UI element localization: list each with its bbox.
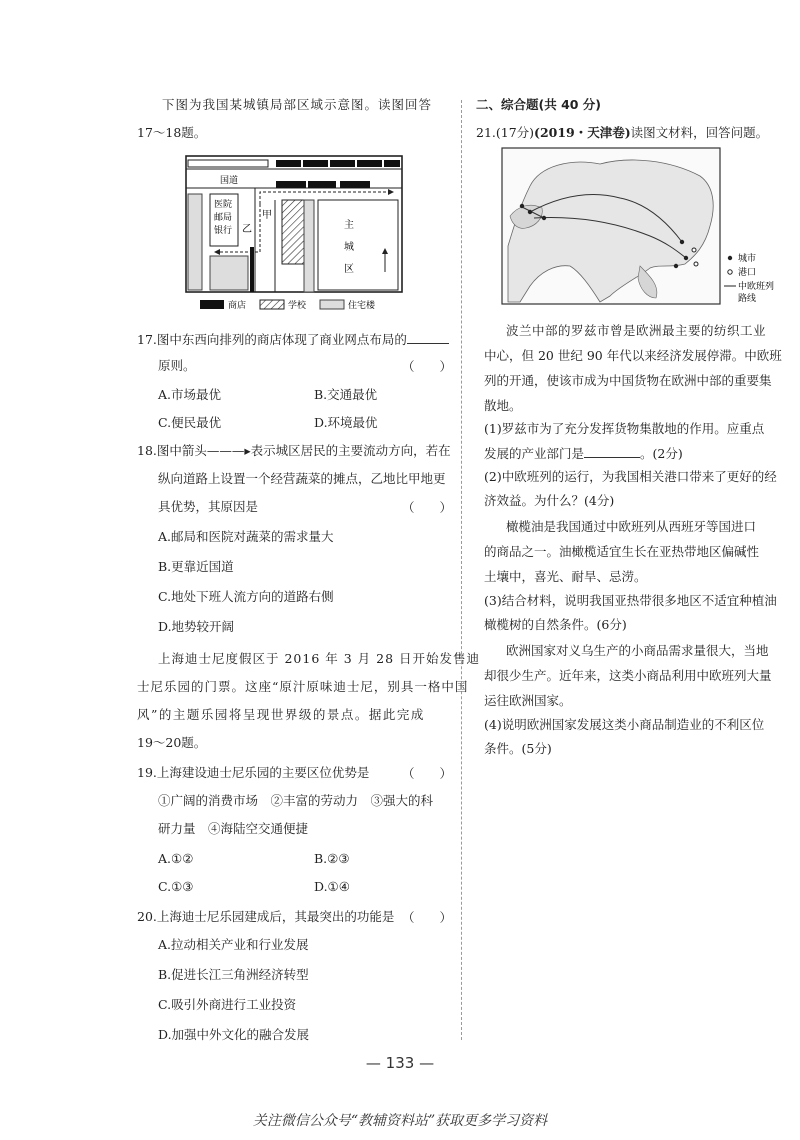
intro-17-18-line2: 17～18题。: [137, 125, 207, 140]
location-jia: 甲: [262, 210, 272, 221]
column-divider: [461, 100, 462, 1040]
q19-answer-paren[interactable]: （ ）: [402, 766, 453, 781]
shop-block: [308, 181, 336, 188]
q18-option-b: B.更靠近国道: [158, 559, 234, 574]
main-city-char: 区: [344, 264, 354, 275]
shop-block: [357, 160, 382, 167]
sub4-line1: (4)说明欧洲国家发展这类小商品制造业的不利区位: [484, 717, 765, 732]
main-city-box: [318, 200, 398, 290]
sub1-line1: (1)罗兹市为了充分发挥货物集散地的作用。应重点: [484, 421, 765, 436]
shop-block: [276, 181, 306, 188]
q18-stem-line3: 具优势，其原因是: [158, 499, 259, 514]
q20-option-b: B.促进长江三角洲经济转型: [158, 967, 309, 982]
material3-line1: 欧洲国家对义乌生产的小商品需求量很大，当地: [506, 643, 769, 658]
q18-stem-line2: 纵向道路上设置一个经营蔬菜的摊点，乙地比甲地更: [158, 471, 446, 486]
sub3-line1: (3)结合材料，说明我国亚热带很多地区不适宜种植油: [484, 593, 777, 608]
building-label: 医院: [214, 200, 233, 210]
footer-note: 关注微信公众号“教辅资料站”获取更多学习资料: [252, 1113, 548, 1129]
sub1-line2: 发展的产业部门是 。(2分): [484, 446, 683, 461]
legend-residential-swatch: [320, 300, 344, 309]
main-city-char: 主: [344, 220, 354, 231]
intro-19-20-line1: 上海迪士尼度假区于 2016 年 3 月 28 日开始发售迪: [158, 651, 481, 666]
q20-option-a: A.拉动相关产业和行业发展: [158, 937, 309, 952]
city-dot: [674, 264, 678, 268]
q21-heading: 21.(17分)(2019・天津卷)读图文材料，回答问题。: [476, 125, 769, 140]
q19-option-a: A.①②: [158, 851, 194, 866]
sub2-line1: (2)中欧班列的运行，为我国相关港口带来了更好的经: [484, 469, 777, 484]
sub2-line2: 济效益。为什么？(4分): [484, 493, 615, 508]
q17-option-d: D.环境最优: [314, 415, 378, 430]
shop-block: [250, 247, 254, 292]
shop-block: [276, 160, 301, 167]
building-label: 邮局: [214, 213, 233, 223]
flow-arrowhead: [214, 249, 220, 255]
north-arrowhead: [382, 248, 388, 254]
legend-city-dot: [728, 256, 732, 260]
road-label: 国道: [220, 176, 239, 186]
intro-19-20-line3: 风”的主题乐园将呈现世界级的景点。据此完成: [137, 707, 425, 722]
shop-block: [384, 160, 400, 167]
residential-block: [188, 194, 202, 290]
location-yi: 乙: [242, 224, 252, 235]
flow-arrow: [260, 192, 390, 204]
q17-option-b: B.交通最优: [314, 387, 378, 402]
q18-stem-line1: 18.图中箭头———▸表示城区居民的主要流动方向，若在: [137, 443, 451, 458]
legend-port-label: 港口: [738, 268, 757, 278]
city-dot: [528, 210, 532, 214]
q18-answer-paren[interactable]: （ ）: [402, 500, 453, 515]
q19-option-c: C.①③: [158, 879, 194, 894]
q19-stem: 19.上海建设迪士尼乐园的主要区位优势是: [137, 765, 370, 780]
legend-railway-label-2: 路线: [738, 294, 757, 304]
sub4-line2: 条件。(5分): [484, 741, 552, 756]
material1-line3: 列的开通，使该市成为中国货物在欧洲中部的重要集: [484, 373, 772, 388]
sub3-line2: 橄榄树的自然条件。(6分): [484, 617, 627, 632]
sub1-answer-blank[interactable]: [584, 444, 640, 458]
material1-line1: 波兰中部的罗兹市曾是欧洲最主要的纺织工业: [506, 323, 767, 338]
city-dot: [520, 204, 524, 208]
q17-option-a: A.市场最优: [158, 387, 222, 402]
q20-answer-paren[interactable]: （ ）: [402, 910, 453, 925]
city-dot: [542, 216, 546, 220]
shop-block: [330, 160, 355, 167]
q17-answer-paren[interactable]: （ ）: [402, 359, 453, 374]
q20-option-c: C.吸引外商进行工业投资: [158, 997, 297, 1012]
q17-stem-line2: 原则。: [158, 358, 196, 373]
material3-line3: 运往欧洲国家。: [484, 693, 572, 708]
q17-option-c: C.便民最优: [158, 415, 222, 430]
intro-19-20-line2: 士尼乐园的门票。这座“原汁原味迪士尼，别具一格中国: [137, 679, 469, 694]
q19-option-d: D.①④: [314, 879, 350, 894]
q18-option-c: C.地处下班人流方向的道路右侧: [158, 589, 334, 604]
city-dot: [684, 256, 688, 260]
q19-option-b: B.②③: [314, 851, 350, 866]
q17-answer-blank[interactable]: [407, 330, 449, 344]
page-number: — 133 —: [365, 1054, 435, 1072]
shop-block: [340, 181, 370, 188]
legend-city-label: 城市: [738, 254, 757, 264]
legend-shop-swatch: [200, 300, 224, 309]
port-dot: [694, 262, 698, 266]
shop-outline: [188, 160, 268, 167]
section-title: 二、综合题(共 40 分): [476, 97, 602, 112]
town-sketch-figure: [180, 152, 410, 322]
material1-line4: 散地。: [484, 398, 522, 413]
q20-option-d: D.加强中外文化的融合发展: [158, 1027, 310, 1042]
material3-line2: 却很少生产。近年来，这类小商品利用中欧班列大量: [484, 668, 772, 683]
main-city-char: 城: [344, 242, 354, 253]
q18-option-a: A.邮局和医院对蔬菜的需求量大: [158, 529, 334, 544]
residential-block: [304, 200, 314, 292]
residential-block: [210, 256, 248, 290]
legend-railway-label: 中欧班列: [738, 282, 775, 292]
legend-school-label: 学校: [288, 301, 307, 311]
q19-items-line1: ①广阔的消费市场 ②丰富的劳动力 ③强大的科: [158, 793, 434, 808]
q17-stem-line1: 17.图中东西向排列的商店体现了商业网点布局的: [137, 330, 449, 349]
q18-option-d: D.地势较开阔: [158, 619, 235, 634]
flow-arrowhead: [388, 189, 394, 195]
shop-block: [303, 160, 328, 167]
port-dot: [692, 248, 696, 252]
intro-17-18-line1: 下图为我国某城镇局部区域示意图。读图回答: [162, 97, 433, 112]
q19-items-line2: 研力量 ④海陆空交通便捷: [158, 821, 309, 836]
china-europe-railway-map: [500, 146, 800, 308]
material2-line3: 土壤中，喜光、耐旱、忌涝。: [484, 569, 647, 584]
building-label: 银行: [214, 226, 233, 236]
q20-stem: 20.上海迪士尼乐园建成后，其最突出的功能是: [137, 909, 395, 924]
city-dot: [680, 240, 684, 244]
material2-line2: 的商品之一。油橄榄适宜生长在亚热带地区偏碱性: [484, 544, 760, 559]
legend-shop-label: 商店: [228, 301, 247, 311]
intro-19-20-line4: 19～20题。: [137, 735, 207, 750]
material2-line1: 橄榄油是我国通过中欧班列从西班牙等国进口: [506, 519, 757, 534]
material1-line2: 中心，但 20 世纪 90 年代以来经济发展停滞。中欧班: [484, 348, 782, 363]
legend-school-swatch: [260, 300, 284, 309]
legend-residential-label: 住宅楼: [348, 301, 376, 311]
legend-port-dot: [728, 270, 732, 274]
